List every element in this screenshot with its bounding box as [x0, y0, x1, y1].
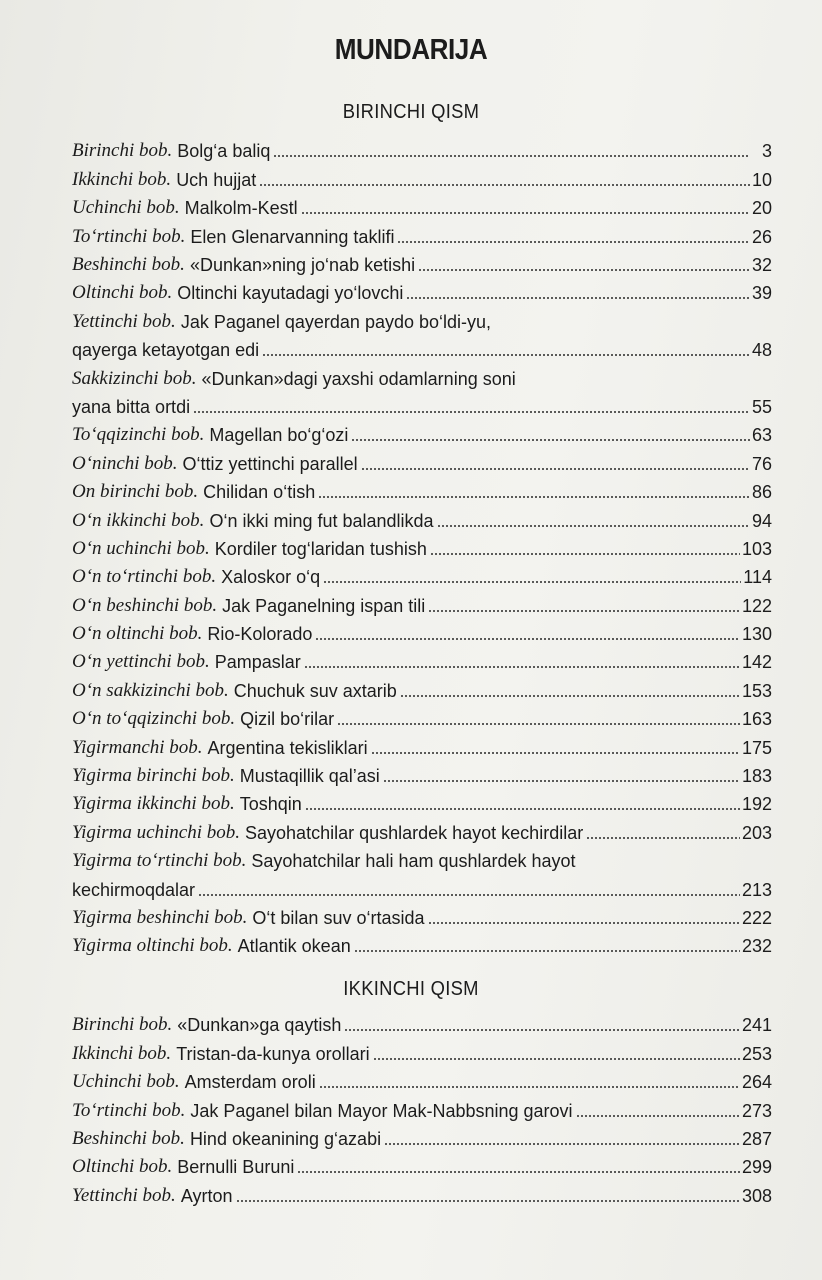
dot-leader [304, 666, 740, 668]
chapter-title: Tristan-da-kunya orollari [176, 1043, 370, 1064]
dot-leader [383, 780, 740, 782]
chapter-title: Jak Paganelning ispan tili [222, 595, 426, 616]
dot-leader [305, 808, 740, 810]
chapter-number: O‘n to‘rtinchi bob. [72, 566, 217, 588]
dot-leader [428, 610, 740, 612]
chapter-number: Birinchi bob. [72, 1014, 173, 1036]
chapter-number: Yigirma birinchi bob. [72, 765, 235, 787]
dot-leader [354, 950, 740, 952]
toc-entry [72, 191, 772, 219]
page-number: 153 [741, 680, 772, 701]
page-number: 63 [751, 425, 772, 446]
dot-leader [437, 525, 750, 527]
page-number: 192 [741, 794, 772, 815]
chapter-number: Birinchi bob. [72, 140, 173, 162]
dot-leader [198, 894, 740, 896]
chapter-number: Oltinchi bob. [72, 1156, 173, 1178]
dot-leader [315, 638, 740, 640]
dot-leader [397, 241, 750, 243]
page-number: 264 [741, 1072, 772, 1093]
page-number: 55 [751, 396, 772, 417]
page-number: 26 [751, 226, 772, 247]
dot-leader [193, 411, 750, 413]
chapter-title: Kordiler tog‘laridan tushish [214, 538, 427, 559]
chapter-number: Yigirmanchi bob. [72, 736, 203, 758]
dot-leader [297, 1171, 740, 1173]
dot-leader [428, 922, 740, 924]
page-number: 86 [751, 482, 772, 503]
toc-entry [72, 1150, 772, 1178]
chapter-title: O‘t bilan suv o‘rtasida [252, 907, 425, 928]
chapter-title: Toshqin [239, 794, 302, 815]
chapter-title: Rio-Kolorado [207, 624, 313, 645]
chapter-title-continued: kechirmoqdalar [72, 879, 196, 900]
page-number: 32 [751, 254, 772, 275]
chapter-title: Sayohatchilar hali ham qushlardek hayot [251, 851, 576, 872]
chapter-title: Bolg‘a baliq [177, 141, 271, 162]
toc-entry [72, 787, 772, 815]
toc-entry [72, 929, 772, 957]
toc-entry [72, 532, 772, 560]
toc-entry-line [72, 304, 772, 332]
toc-entry [72, 503, 772, 531]
toc-entry [72, 304, 772, 361]
chapter-title: Argentina tekisliklari [207, 737, 368, 758]
chapter-title: «Dunkan»ga qaytish [177, 1015, 342, 1036]
chapter-number: Ikkinchi bob. [72, 1042, 172, 1064]
chapter-title: O‘n ikki ming fut balandlikda [209, 510, 434, 531]
page-title: MUNDARIJA [334, 34, 488, 66]
chapter-title: Chilidan o‘tish [203, 482, 316, 503]
chapter-number: Sakkizinchi bob. [72, 367, 197, 389]
dot-leader [337, 723, 740, 725]
chapter-title: Ayrton [180, 1185, 233, 1206]
chapter-number: Uchinchi bob. [72, 197, 180, 219]
dot-leader [576, 1115, 740, 1117]
dot-leader [418, 269, 750, 271]
chapter-title: Jak Paganel bilan Mayor Mak-Nabbsning garovi [190, 1100, 573, 1121]
chapter-number: Ikkinchi bob. [72, 168, 172, 190]
chapter-number: Yettinchi bob. [72, 310, 176, 332]
chapter-title: Chuchuk suv axtarib [233, 680, 397, 701]
toc-entry [72, 702, 772, 730]
chapter-title: O‘ttiz yettinchi parallel [182, 453, 358, 474]
toc-list-part-1 [72, 134, 772, 957]
toc-entry [72, 617, 772, 645]
page-number: 175 [741, 737, 772, 758]
toc-entry [72, 588, 772, 616]
toc-entry-line [72, 390, 772, 418]
dot-leader [351, 439, 750, 441]
dot-leader [318, 496, 750, 498]
dot-leader [371, 752, 740, 754]
chapter-number: O‘n oltinchi bob. [72, 623, 203, 645]
dot-leader [323, 581, 741, 583]
chapter-number: To‘rtinchi bob. [72, 225, 186, 247]
chapter-title: «Dunkan»dagi yaxshi odamlarning soni [201, 368, 516, 389]
chapter-title: Amsterdam oroli [184, 1072, 316, 1093]
chapter-title: Jak Paganel qayerdan paydo bo‘ldi-yu, [180, 311, 492, 332]
toc-entry [72, 134, 772, 162]
dot-leader [406, 297, 750, 299]
toc-entry [72, 1178, 772, 1206]
toc-entry [72, 844, 772, 901]
chapter-number: Oltinchi bob. [72, 282, 173, 304]
chapter-title: «Dunkan»ning jo‘nab ketishi [189, 254, 416, 275]
chapter-number: O‘n uchinchi bob. [72, 537, 210, 559]
chapter-number: On birinchi bob. [72, 481, 199, 503]
chapter-title: Atlantik okean [237, 936, 351, 957]
page-number: 183 [741, 766, 772, 787]
dot-leader [236, 1200, 740, 1202]
dot-leader [259, 184, 750, 186]
toc-entry [72, 219, 772, 247]
chapter-number: Yigirma uchinchi bob. [72, 821, 241, 843]
dot-leader [273, 155, 750, 157]
chapter-title: Xaloskor o‘q [221, 567, 321, 588]
chapter-number: O‘n yettinchi bob. [72, 651, 210, 673]
dot-leader [262, 354, 750, 356]
page-number: 76 [751, 453, 772, 474]
toc-entry [72, 1065, 772, 1093]
chapter-number: To‘qqizinchi bob. [72, 424, 205, 446]
page-number: 122 [741, 595, 772, 616]
toc-entry-line [72, 361, 772, 389]
page-number: 241 [741, 1015, 772, 1036]
chapter-title: Bernulli Buruni [177, 1157, 295, 1178]
chapter-number: O‘n sakkizinchi bob. [72, 679, 229, 701]
chapter-title: Magellan bo‘g‘ozi [209, 425, 349, 446]
page-number: 48 [751, 340, 772, 361]
page-number: 3 [761, 141, 772, 162]
chapter-title: Qizil bo‘rilar [240, 709, 335, 730]
page-number: 10 [751, 169, 772, 190]
toc-list-part-2 [72, 1008, 772, 1207]
page-number: 232 [741, 936, 772, 957]
chapter-number: Beshinchi bob. [72, 1127, 185, 1149]
page-number: 299 [741, 1157, 772, 1178]
page-number: 130 [741, 624, 772, 645]
chapter-number: Yettinchi bob. [72, 1184, 176, 1206]
chapter-number: Uchinchi bob. [72, 1071, 180, 1093]
toc-entry [72, 901, 772, 929]
dot-leader [384, 1143, 740, 1145]
toc-entry [72, 645, 772, 673]
toc-entry [72, 1008, 772, 1036]
page-number: 94 [751, 510, 772, 531]
toc-entry [72, 1036, 772, 1064]
dot-leader [344, 1029, 740, 1031]
page-number: 287 [741, 1128, 772, 1149]
chapter-number: O‘n beshinchi bob. [72, 594, 218, 616]
toc-entry [72, 1093, 772, 1121]
chapter-title-continued: qayerga ketayotgan edi [72, 340, 260, 361]
page-number: 39 [751, 283, 772, 304]
page-number: 114 [743, 567, 772, 588]
part-title-1: BIRINCHI QISM [342, 101, 480, 123]
toc-entry [72, 276, 772, 304]
chapter-title: Uch hujjat [176, 169, 257, 190]
chapter-number: O‘ninchi bob. [72, 452, 178, 474]
page-number: 142 [741, 652, 772, 673]
dot-leader [430, 553, 740, 555]
chapter-number: Yigirma oltinchi bob. [72, 935, 233, 957]
toc-entry-line [72, 333, 772, 361]
page-number: 20 [751, 198, 772, 219]
toc-entry [72, 162, 772, 190]
toc-entry [72, 759, 772, 787]
chapter-number: Beshinchi bob. [72, 253, 185, 275]
chapter-number: Yigirma beshinchi bob. [72, 906, 248, 928]
toc-entry [72, 560, 772, 588]
toc-entry-line [72, 872, 772, 900]
chapter-title: Hind okeanining g‘azabi [189, 1128, 382, 1149]
toc-entry [72, 673, 772, 701]
page-number: 253 [741, 1043, 772, 1064]
dot-leader [361, 468, 750, 470]
chapter-title: Oltinchi kayutadagi yo‘lovchi [177, 283, 404, 304]
page-number: 222 [741, 907, 772, 928]
dot-leader [586, 837, 740, 839]
toc-entry [72, 1122, 772, 1150]
chapter-number: O‘n to‘qqizinchi bob. [72, 708, 236, 730]
dot-leader [373, 1058, 740, 1060]
chapter-title: Malkolm-Kestl [184, 198, 298, 219]
chapter-title: Mustaqillik qal’asi [239, 766, 380, 787]
page-number: 273 [741, 1100, 772, 1121]
chapter-title-continued: yana bitta ortdi [72, 396, 191, 417]
chapter-number: Yigirma ikkinchi bob. [72, 793, 235, 815]
toc-entry [72, 730, 772, 758]
toc-entry [72, 248, 772, 276]
page-number: 203 [741, 822, 772, 843]
dot-leader [400, 695, 740, 697]
chapter-title: Pampaslar [214, 652, 301, 673]
chapter-number: O‘n ikkinchi bob. [72, 509, 205, 531]
toc-entry [72, 361, 772, 418]
chapter-number: To‘rtinchi bob. [72, 1099, 186, 1121]
chapter-number: Yigirma to‘rtinchi bob. [72, 850, 247, 872]
page-number: 308 [741, 1185, 772, 1206]
toc-entry [72, 475, 772, 503]
page-number: 103 [741, 538, 772, 559]
toc-entry-line [72, 844, 772, 872]
toc-entry [72, 418, 772, 446]
chapter-title: Elen Glenarvanning taklifi [190, 226, 395, 247]
page-number: 213 [741, 879, 772, 900]
page-number: 163 [741, 709, 772, 730]
part-title-2: IKKINCHI QISM [343, 978, 479, 1000]
chapter-title: Sayohatchilar qushlardek hayot kechirdilar [245, 822, 584, 843]
dot-leader [301, 212, 750, 214]
toc-entry [72, 446, 772, 474]
toc-entry [72, 815, 772, 843]
dot-leader [319, 1086, 740, 1088]
